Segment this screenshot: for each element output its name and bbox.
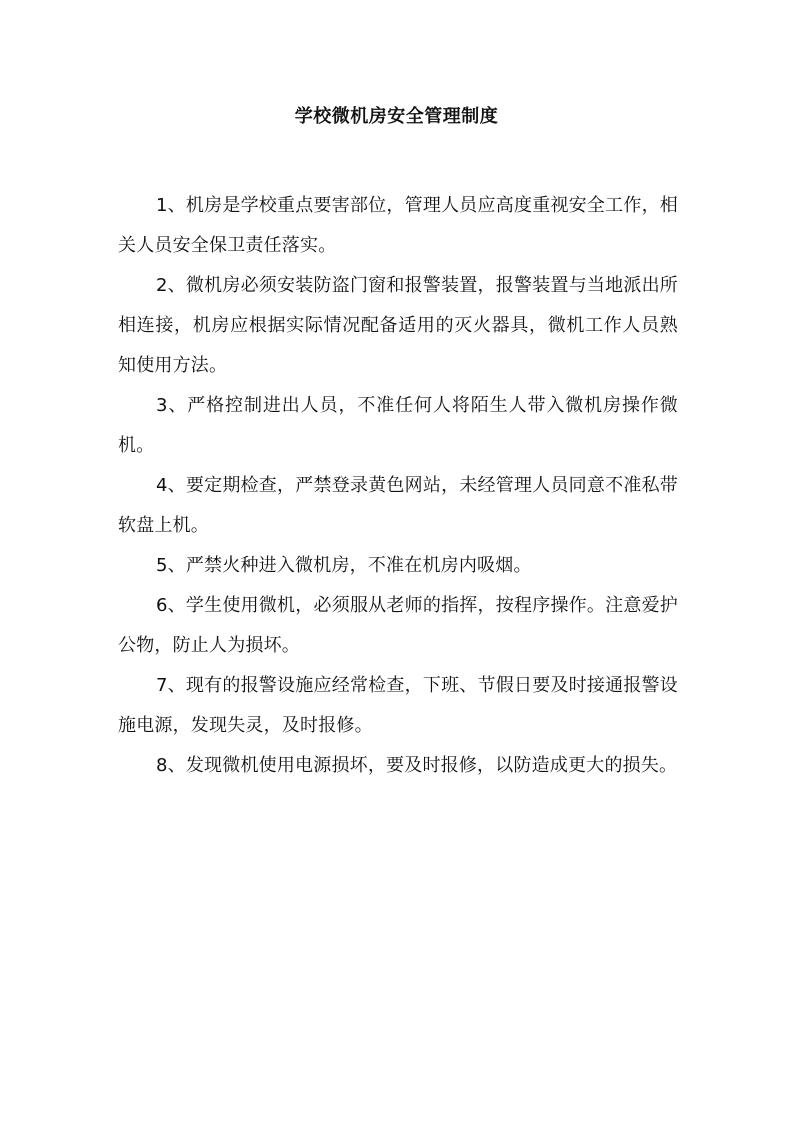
rule-paragraph-3: 3、严格控制进出人员，不准任何人将陌生人带入微机房操作微机。	[118, 395, 678, 456]
document-title: 学校微机房安全管理制度	[294, 106, 499, 127]
rule-paragraph-1: 1、机房是学校重点要害部位，管理人员应高度重视安全工作，相关人员安全保卫责任落实。	[118, 195, 678, 256]
rule-paragraph-7: 7、现有的报警设施应经常检查，下班、节假日要及时接通报警设施电源，发现失灵，及时报修。	[118, 675, 678, 736]
rule-paragraph-2: 2、微机房必须安装防盗门窗和报警装置，报警装置与当地派出所相连接，机房应根据实际情况配备适用的灭火器具，微机工作人员熟知使用方法。	[118, 275, 678, 376]
rule-paragraph-4: 4、要定期检查，严禁登录黄色网站，未经管理人员同意不准私带软盘上机。	[118, 475, 678, 536]
rule-paragraph-5: 5、严禁火种进入微机房，不准在机房内吸烟。	[156, 555, 532, 576]
rule-paragraph-6: 6、学生使用微机，必须服从老师的指挥，按程序操作。注意爱护公物，防止人为损坏。	[118, 595, 678, 656]
rule-paragraph-8: 8、发现微机使用电源损坏，要及时报修，以防造成更大的损失。	[156, 755, 678, 776]
document-body	[118, 186, 678, 786]
